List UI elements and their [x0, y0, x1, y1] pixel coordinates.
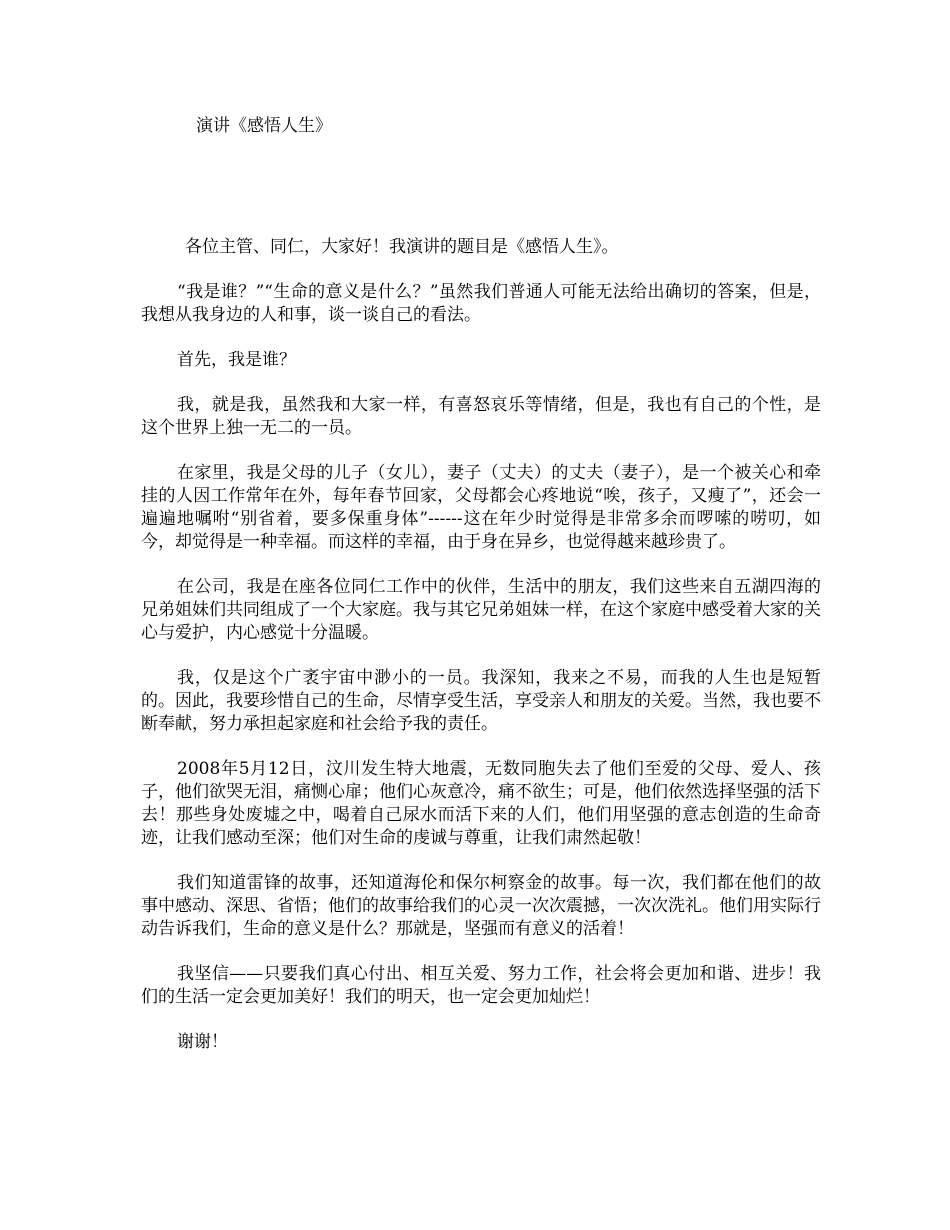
paragraph-greeting: 各位主管、同仁，大家好！我演讲的题目是《感悟人生》。	[185, 237, 619, 257]
paragraph-family: 在家里，我是父母的儿子（女儿），妻子（丈夫）的丈夫（妻子），是一个被关心和牵挂的人因工作常年在外，每年春节回家，父母都会心疼地说“唉，孩子，又瘦了”，还会一遍遍地嘱咐“别省着，要多保重身体”------这在年少时觉得是非常多余而啰嗦的唠叨，如今，却觉得是一种幸福。而这样的幸福，由于身在异乡，也觉得越来越珍贵了。	[141, 463, 821, 552]
document-title: 演讲《感悟人生》	[196, 116, 332, 136]
paragraph-thanks: 谢谢！	[177, 1032, 228, 1052]
paragraph-earthquake: 2008年5月12日，汶川发生特大地震，无数同胞失去了他们至爱的父母、爱人、孩子，他们欲哭无泪，痛恻心扉；他们心灰意冷，痛不欲生；可是，他们依然选择坚强的活下去！那些身处废墟之中，喝着自己尿水而活下来的人们，他们用坚强的意志创造的生命奇迹，让我们感动至深；他们对生命的虔诚与尊重，让我们肃然起敬！	[141, 759, 821, 848]
paragraph-belief: 我坚信——只要我们真心付出、相互关爱、努力工作，社会将会更加和谐、进步！我们的生活一定会更加美好！我们的明天，也一定会更加灿烂！	[141, 964, 821, 1007]
paragraph-questions: “我是谁？”“生命的意义是什么？”虽然我们普通人可能无法给出确切的答案，但是，我想从我身边的人和事，谈一谈自己的看法。	[141, 282, 821, 325]
paragraph-who-am-i: 首先，我是谁？	[177, 350, 296, 370]
paragraph-company: 在公司，我是在座各位同仁工作中的伙伴，生活中的朋友，我们这些来自五湖四海的兄弟姐妹们共同组成了一个大家庭。我与其它兄弟姐妹一样，在这个家庭中感受着大家的关心与爱护，内心感觉十分温暖。	[141, 577, 821, 643]
document-body	[141, 236, 821, 1076]
paragraph-individuality: 我，就是我，虽然我和大家一样，有喜怒哀乐等情绪，但是，我也有自己的个性，是这个世界上独一无二的一员。	[141, 395, 821, 438]
paragraph-role-models: 我们知道雷锋的故事，还知道海伦和保尔柯察金的故事。每一次，我们都在他们的故事中感动、深思、省悟；他们的故事给我们的心灵一次次震撼，一次次洗礼。他们用实际行动告诉我们，生命的意义是什么？那就是，坚强而有意义的活着！	[141, 873, 821, 939]
paragraph-universe: 我，仅是这个广袤宇宙中渺小的一员。我深知，我来之不易，而我的人生也是短暂的。因此，我要珍惜自己的生命，尽情享受生活，享受亲人和朋友的关爱。当然，我也要不断奉献，努力承担起家庭和社会给予我的责任。	[141, 668, 821, 734]
